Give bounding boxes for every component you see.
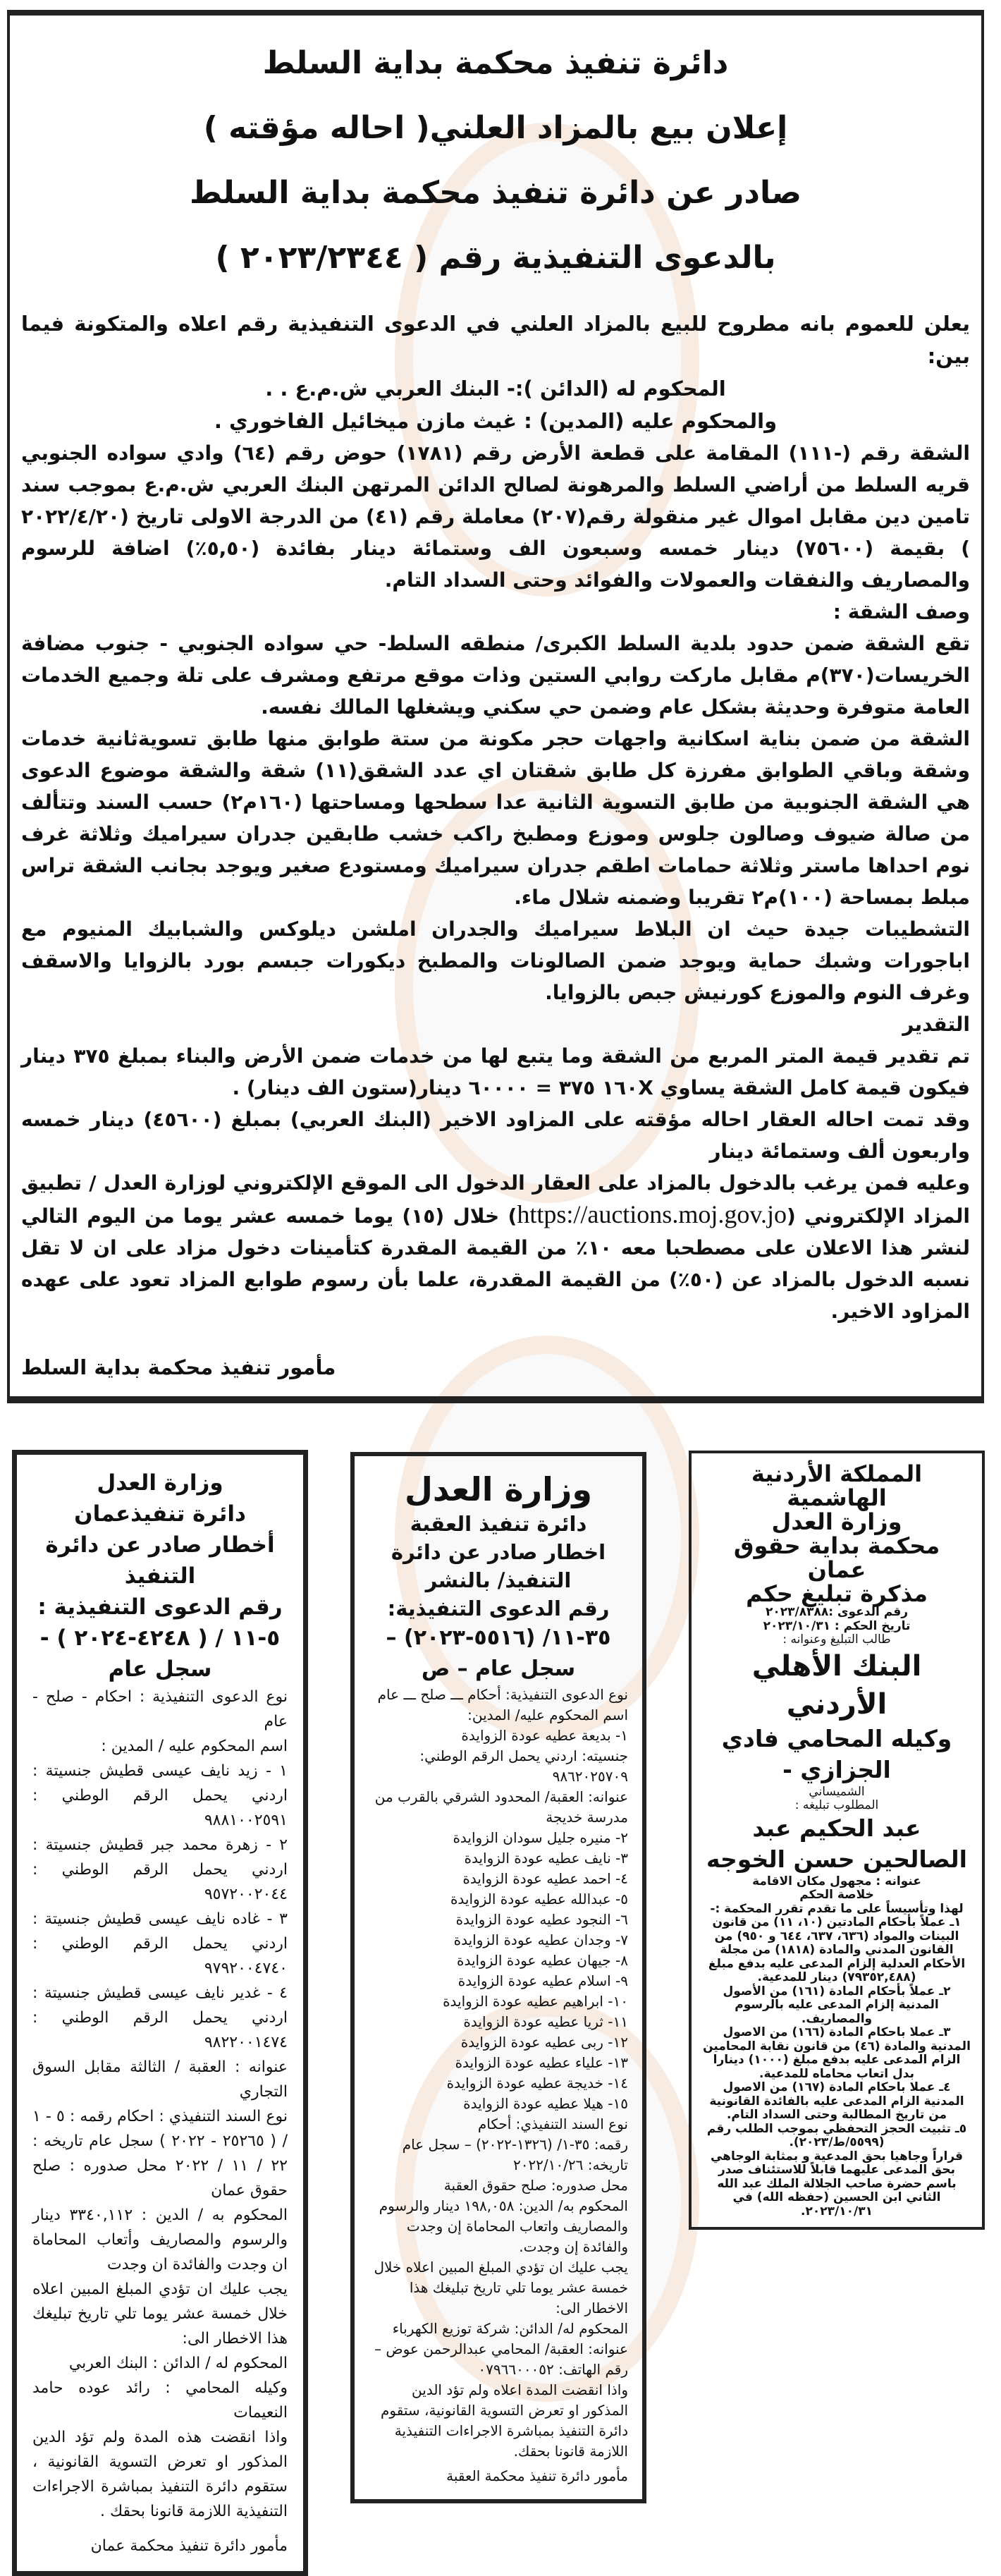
detail: رقمه: ٣٥-١/ (١٣٢٦-٢٠٢٢) – سجل عام xyxy=(402,2136,628,2153)
header: وزارة العدل xyxy=(97,1470,223,1496)
line: اسم المحكوم عليه / المدين : xyxy=(101,1738,288,1755)
line: واذا انقضت هذه المدة ولم تؤد الدين المذكور او تعرض التسوية القانونية ، ستقوم دائرة التنفيذ بمباشرة الاجراءات التنفيذية اللازمة قانونا بحقك . xyxy=(32,2429,288,2520)
notice-title: دائرة تنفيذ محكمة بداية السلط xyxy=(262,45,729,81)
execution-notice-aqaba xyxy=(350,1452,646,2503)
notice-title: بالدعوى التنفيذية رقم ( ٢٠٢٣/٢٣٤٤ ) xyxy=(215,240,776,276)
header: أخطار صادر عن دائرة التنفيذ xyxy=(45,1532,275,1589)
debtor-item: ٩- اسلام عطيه عودة الزوايدة xyxy=(457,1972,628,1989)
auction-text: ) خلال (١٥) يوما خمسه عشر يوما من اليوم التالي لنشر هذا الاعلان على مصطحبا معه ١٠٪ من القيمة المقدرة كتأمينات دخول مزاد على ان لا تقل نسبه الدخول بالمزاد عن (٥٠٪) من القيمة المقدرة، علما بأن رسوم طوابع المزاد تعود على عهده المزاود الاخير. xyxy=(21,1204,971,1323)
detail: تاريخه: ٢٠٢٢/١٠/٢٦ xyxy=(512,2156,628,2173)
summary-title: خلاصة الحكم xyxy=(799,1888,874,1902)
debtor-item: ٣- نايف عطيه عودة الزوايدة xyxy=(464,1850,628,1867)
closing: قراراً وجاهيا بحق المدعية و بمثابة الوجاهي بحق المدعى عليهما قابلاً للاستئناف صدر باسم حضرة صاحب الجلالة الملك عبد الله الثاني ابن الحسين (حفظه الله) في ٢٠٢٣/١٠/٣١. xyxy=(710,2149,964,2218)
signature: مأمور دائرة تنفيذ محكمة العقبة xyxy=(446,2467,628,2484)
header: مذكرة تبليغ حكم xyxy=(746,1580,928,1607)
line: المحكوم له / الدائن : البنك العربي xyxy=(68,2355,288,2372)
subheader: التنفيذ/ بالنشر xyxy=(425,1568,572,1592)
auction-text: وعليه فمن يرغب بالدخول بالمزاد على العقار الدخول الى الموقع الإلكتروني لوزارة العدل / تطبيق المزاد الإلكتروني ( xyxy=(21,1171,970,1228)
line: نوع الدعوى التنفيذية : احكام - صلح - عام xyxy=(32,1688,288,1730)
summary-intro: لهذا وتأسيساً على ما تقدم تقرر المحكمة :- xyxy=(710,1901,964,1916)
creditor: المحكوم له (الدائن ):- البنك العربي ش.م.ع . . xyxy=(265,377,726,401)
lawyer-cont: الشميساني xyxy=(809,1784,865,1799)
target-label: المطلوب تبليغه : xyxy=(794,1798,879,1812)
notices-row xyxy=(0,1450,1001,2555)
auction-paragraph xyxy=(21,1167,970,1327)
auction-url-link[interactable]: https://auctions.moj.gov.jo xyxy=(517,1200,787,1228)
detail: نوع السند التنفيذي: أحكام xyxy=(477,2116,628,2132)
debtor-item: ٢- منيره جليل سودان الزوايدة xyxy=(453,1829,628,1846)
debtor-item: ١ - زيد نايف عيسى قطيش جنسيتة : اردني يحمل الرقم الوطني : ٩٨٨١٠٠٢٥٩١ xyxy=(32,1762,288,1829)
paragraph: تم تقدير قيمة المتر المربع من الشقة وما يتبع لها من خدمات ضمن الأرض والبناء بمبلغ ٣٧٥ دينار فيكون قيمة كامل الشقة يساوي ١٦٠X ٣٧٥ = ٦٠٠٠٠ دينار(ستون الف دينار) . xyxy=(21,1044,970,1099)
ruling-date: تاريخ الحكم : ٢٠٢٣/١٠/٣١ xyxy=(763,1618,911,1633)
subheader: اخطار صادر عن دائرة xyxy=(391,1540,606,1564)
intro: يعلن للعموم بانه مطروح للبيع بالمزاد العلني في الدعوى التنفيذية رقم اعلاه والمتكونة فيما بين: xyxy=(21,312,970,368)
debtor-item: ٨- جيهان عطيه عودة الزوايدة xyxy=(457,1952,628,1969)
header: وزارة العدل xyxy=(771,1508,902,1535)
debtor-item: ١١- ثريا عطيه عودة الزوايدة xyxy=(463,2013,628,2030)
paragraph: تقع الشقة ضمن حدود بلدية السلط الكبرى/ منطقه السلط- حي سواده الجنوبي - جنوب مضافة الخريسات(٣٧٠)م مقابل ماركت روابي الستين وذات موقع مرتفع ومشرف على تلة وجميع الخدمات العامة متوفرة وحديثة بشكل عام وضمن حي سكني ويشغلها المالك نفسه. xyxy=(21,632,970,719)
debtor-label: اسم المحكوم عليه/ المدين: xyxy=(467,1707,628,1723)
debtor-item: ٤ - غدير نايف عيسى قطيش جنسيتة : اردني يحمل الرقم الوطني : ٩٨٢٢٠٠١٤٧٤ xyxy=(32,1984,288,2051)
signature: مأمور دائرة تنفيذ محكمة عمان xyxy=(90,2537,288,2555)
line: المحكوم به / الدين : ٣٣٤٠,١١٢ دينار والرسوم والمصاريف وأتعاب المحاماة ان وجدت والفائدة ان وجدت xyxy=(32,2206,288,2273)
address: عنوانه : مجهول مكان الاقامة xyxy=(752,1874,921,1888)
detail: المحكوم به/ الدين: ١٩٨,٠٥٨ دينار والرسوم والمصاريف واتعاب المحاماة إن وجدت والفائدة إن وجدت. xyxy=(379,2197,628,2255)
debtor: والمحكوم عليه (المدين) : غيث مازن ميخائيل الفاخوري . xyxy=(214,409,778,433)
debtor-item: ٣ - غاده نايف عيسى قطيش جنسيتة : اردني يحمل الرقم الوطني : ٩٧٩٢٠٠٤٧٤٠ xyxy=(32,1910,288,1977)
line: وكيله المحامي : رائد عوده حامد النعيمات xyxy=(32,2379,288,2422)
notice-title: صادر عن دائرة تنفيذ محكمة بداية السلط xyxy=(190,175,802,211)
debtor-item: ٤- احمد عطيه عودة الزوايدة xyxy=(462,1870,628,1887)
signature: مأمور تنفيذ محكمة بداية السلط xyxy=(21,1355,336,1379)
nationality: جنسيته: اردني يحمل الرقم الوطني: ٩٨٦٢٠٢٥٧٠٩ xyxy=(419,1747,628,1785)
header: المملكة الأردنية الهاشمية xyxy=(751,1460,923,1511)
notice-title: إعلان بيع بالمزاد العلني( احاله مؤقته ) xyxy=(203,110,788,146)
debtor-item: ١٣- علياء عطيه عودة الزوايدة xyxy=(455,2054,628,2071)
debtor-item: ١- بديعة عطيه عودة الزوايدة xyxy=(461,1727,628,1744)
address: عنوانه: العقبة/ المحدود الشرقي بالقرب من مدرسة خديجة xyxy=(374,1788,628,1826)
debtor-item: ١٥- هيلا عطيه عودة الزوايدة xyxy=(463,2095,628,2112)
detail: محل صدوره: صلح حقوق العقبة xyxy=(443,2177,628,2194)
paragraph: التشطيبات جيدة حيث ان البلاط سيراميك والجدران املشن ديلوكس والشبابيك المنيوم مع اباجورات وشبك حماية ويوجد ضمن الصالونات والمطبخ ديكورات جبسم بورد بالزوايا والاسقف وغرف النوم والموزع كورنيش جبص بالزوايا. xyxy=(21,917,970,1004)
debtor-item: ٢ - زهرة محمد جبر قطيش جنسيتة : اردني يحمل الرقم الوطني : ٩٥٧٢٠٠٢٠٤٤ xyxy=(32,1836,288,1903)
case-number: رقم الدعوى التنفيذية : ٥-١١ / ( ٤٢٤٨-٢٠٢٤ ) - سجل عام xyxy=(37,1594,283,1682)
paragraph: الشقة من ضمن بناية اسكانية واجهات حجر مكونة من ستة طوابق منها طابق تسويةثانية خدمات وشقة وباقي الطوابق مفرزة كل طابق شقتان اي عدد الشقق(١١) شقة والشقة موضوع الدعوى هي الشقة الجنوبية من طابق التسوية الثانية عدا سطحها ومساحتها (١٦٠م٢) حسب السند وتتألف من صالة ضيوف وصالون جلوس وموزع ومطبخ راكب خشب طابقين جدران سيراميك وثلاثة غرف نوم احداها ماستر وثلاثة حمامات اطقم جدران سيراميك ومستودع صغير ويوجد بجانب الشقة تراس مبلط بمساحة (١٠٠)م٢ تقريبا وضمنه شلال ماء. xyxy=(21,727,970,909)
ruling-item: ٤ـ عملا باحكام المادة (١٦٧) من الاصول المدنية الزام المدعى عليه بالفائدة القانونية من تاريخ المطالبة وحتى السداد التام. xyxy=(709,2080,964,2122)
subheader: دائرة تنفيذ العقبة xyxy=(410,1512,587,1536)
line: يجب عليك ان تؤدي المبلغ المبين اعلاه خلال خمسة عشر يوما تلي تاريخ تبليغك هذا الاخطار الى: xyxy=(32,2281,288,2348)
debtor-item: ٧- وجدان عطيه عودة الزوايدة xyxy=(453,1931,628,1948)
requester-label: طالب التبليغ وعنوانه : xyxy=(782,1632,891,1647)
debtor-list xyxy=(369,1828,628,2114)
debtor-item: ٦- النجود عطيه عودة الزوايدة xyxy=(455,1911,628,1928)
debtor-item: ٥- عبدالله عطيه عودة الزوايدة xyxy=(450,1891,628,1907)
section-heading: التقدير xyxy=(902,1013,970,1036)
section-heading: وصف الشقة : xyxy=(833,600,970,623)
detail: عنوانه: العقبة/ المحامي عبدالرحمن عوض – رقم الهاتف: ٠٧٩٦٦٠٠٠٥٢ xyxy=(374,2340,628,2378)
header: محكمة بداية حقوق عمان xyxy=(733,1532,940,1583)
ruling-item: ٥ـ تثبيت الحجز التحفظي بموجب الطلب رقم (٥٥٩٩/ط/٢٠٢٣). xyxy=(706,2121,967,2149)
header: دائرة تنفيذعمان xyxy=(74,1501,246,1527)
ruling-item: ٢ـ عملاً بأحكام المادة (١٦١) من الأصول المدنية إلزام المدعى عليه بالرسوم والمصاريف. xyxy=(723,1984,951,2026)
case-number: ٣٥-١١/ (٥٥١٦-٢٠٢٣) – سجل عام – ص xyxy=(386,1625,611,1681)
detail: يجب عليك ان تؤدي المبلغ المبين اعلاه خلال خمسة عشر يوما تلي تاريخ تبليغك هذا الاخطار الى: xyxy=(374,2259,628,2316)
lawyer: وكيله المحامي فادي الجزازي - xyxy=(721,1724,952,1783)
auction-notice-salt xyxy=(7,10,984,1403)
ruling-item: ٣ـ عملا باحكام المادة (١٦٦) من الاصول المدنية والمادة (٤٦) من قانون نقابة المحامين الزام المدعى عليه بدفع مبلغ (١٠٠٠) دينارا بدل اتعاب محاماه للمدعية. xyxy=(703,2025,971,2081)
case-type: نوع الدعوى التنفيذية: أحكام ـــ صلح ـــ عام xyxy=(377,1686,628,1703)
debtor-item: ١٤- خديجة عطيه عودة الزوايدة xyxy=(446,2075,628,2092)
detail: المحكوم له/ الدائن: شركة توزيع الكهرباء xyxy=(392,2320,628,2337)
execution-notice-amman xyxy=(12,1450,308,2576)
requester: البنك الأهلي الأردني xyxy=(751,1649,922,1721)
judgment-notice-amman xyxy=(689,1451,985,2230)
case-number: رقم الدعوى :٢٠٢٣/٨٣٨٨ xyxy=(766,1605,908,1619)
detail: واذا انقضت المدة اعلاه ولم تؤد الدين المذكور او تعرض التسوية القانونية، ستقوم دائرة التنفيذ بمباشرة الاجراءات التنفيذية اللازمة قانونا بحقك. xyxy=(381,2381,628,2460)
paragraph: وقد تمت احاله العقار احاله مؤقته على المزاود الاخير (البنك العربي) بمبلغ (٤٥٦٠٠) دينار خمسه واربعون ألف وستمائة دينار xyxy=(21,1108,970,1163)
header: وزارة العدل xyxy=(405,1470,592,1508)
subheader: رقم الدعوى التنفيذية: xyxy=(387,1597,610,1620)
debtor-item: ١٢- ربى عطيه عودة الزوايدة xyxy=(460,2034,628,2051)
paragraph: الشقة رقم (-١١١) المقامة على قطعة الأرض رقم (١٧٨١) حوض رقم (٦٤) وادي سواده الجنوبي قريه السلط من أراضي السلط والمرهونة لصالح الدائن المرتهن البنك العربي ش.م.ع بموجب سند تامين دين مقابل اموال غير منقولة رقم(٢٠٧) معاملة رقم (٤١) من الدرجة الاولى تاريخ (٢٠٢٢/٤/٢٠ ) بقيمة (٧٥٦٠٠) دينار خمسه وسبعون الف وستمائة دينار بفائدة (٥,٥٠٪) اضافة للرسوم والمصاريف والنفقات والعمولات والفوائد وحتى السداد التام. xyxy=(21,441,971,592)
target-name: عبد الحكيم عبد الصالحين حسن الخوجه xyxy=(706,1814,967,1873)
address: عنوانه : العقبة / الثالثة مقابل السوق التجاري xyxy=(32,2058,288,2101)
debtor-item: ١٠- ابراهيم عطيه عودة الزوايدة xyxy=(443,1993,628,2010)
ruling-item: ١ـ عملاً بأحكام المادتين (١٠، ١١) من قانون البينات والمواد (٦٣٦، ٦٣٧، ٦٤٤ و ٩٥٠) من القانون المدني والمادة (١٨١٨) من مجلة الأحكام العدلية إلزام المدعى عليه بدفع مبلغ (٧٩٣٥٢,٤٨٨) دينار للمدعية. xyxy=(708,1915,966,1984)
line: نوع السند التنفيذي : احكام رقمه : ٥ - ١ / ( ٢٥٢٦٥ - ٢٠٢٢ ) سجل عام تاريخه : ٢٢ / ١١ / ٢٠٢٢ محل صدوره : صلح حقوق عمان xyxy=(32,2108,288,2199)
